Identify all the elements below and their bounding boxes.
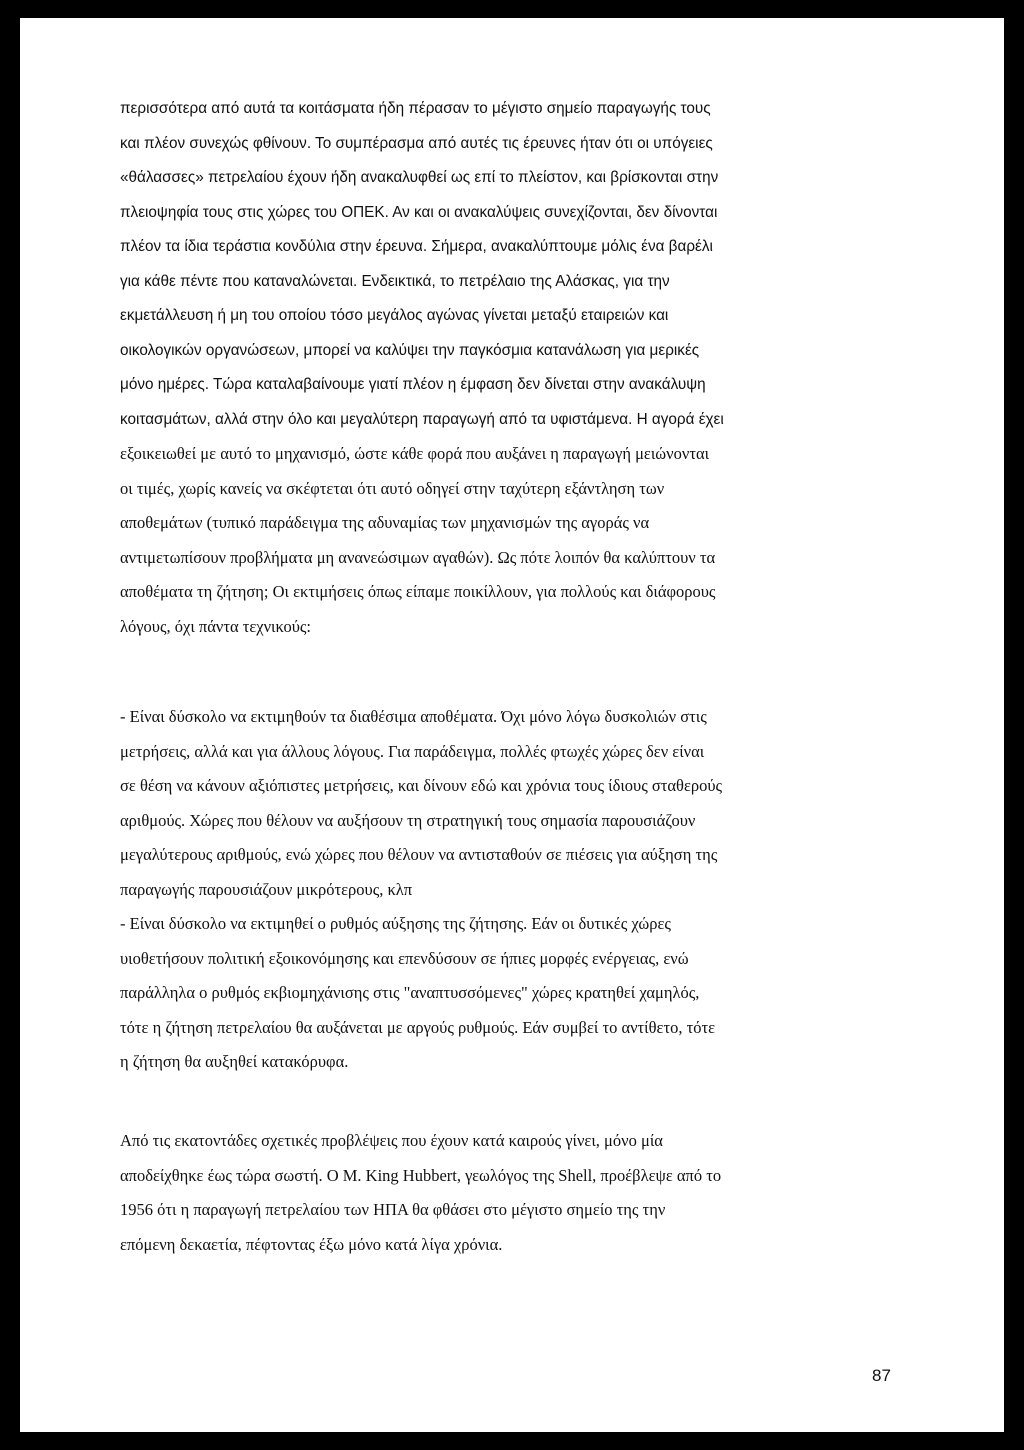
text-line: και πλέον συνεχώς φθίνουν. Το συμπέρασμα από αυτές τις έρευνες ήταν ότι οι υπόγειες [120,134,713,152]
text-line: τότε η ζήτηση πετρελαίου θα αυξάνεται με αργούς ρυθμούς. Εάν συμβεί το αντίθετο, τότε [120,1017,716,1037]
text-line: μόνο ημέρες. Τώρα καταλαβαίνουμε γιατί πλέον η έμφαση δεν δίνεται στην ανακάλυψη [120,376,706,393]
text-line: η ζήτηση θα αυξηθεί κατακόρυφα. [120,1052,349,1071]
bullet-item-demand [120,907,902,1080]
text-line: παραγωγής παρουσιάζουν μικρότερους, κλπ [120,879,413,899]
text-line: αντιμετωπίσουν προβλήματα μη ανανεώσιμων αγαθών). Ως πότε λοιπόν θα καλύπτουν τα [120,547,716,567]
text-line: μεγαλύτερους αριθμούς, ενώ χώρες που θέλουν να αντισταθούν σε πιέσεις για αύξηση της [120,845,718,864]
text-line: Από τις εκατοντάδες σχετικές προβλέψεις που έχουν κατά καιρούς γίνει, μόνο μία [120,1131,663,1150]
text-block-hubbert [120,1124,902,1262]
text-line: αριθμούς. Χώρες που θέλουν να αυξήσουν τη στρατηγική τους σημασία παρουσιάζουν [120,810,696,830]
text-line: - Είναι δύσκολο να εκτιμηθεί ο ρυθμός αύξησης της ζήτησης. Εάν οι δυτικές χώρες [120,914,671,933]
text-line: 1956 ότι η παραγωγή πετρελαίου των ΗΠΑ θα φθάσει στο μέγιστο σημείο της την [120,1200,666,1219]
text-line: σε θέση να κάνουν αξιόπιστες μετρήσεις, και δίνουν εδώ και χρόνια τους ίδιους σταθερούς [120,776,723,795]
text-line: οικολογικών οργανώσεων, μπορεί να καλύψει την παγκόσμια κατανάλωση για μερικές [120,341,700,359]
text-line: εξοικειωθεί με αυτό το μηχανισμό, ώστε κάθε φορά που αυξάνει η παραγωγή μειώνονται [120,444,710,463]
page-number: 87 [872,1366,891,1385]
text-line: κοιτασμάτων, αλλά στην όλο και μεγαλύτερη παραγωγή από τα υφιστάμενα. Η αγορά έχει [120,410,724,428]
text-line: αποδείχθηκε έως τώρα σωστή. Ο Μ. King Hubbert, γεωλόγος της Shell, προέβλεψε από το [120,1165,722,1185]
text-block-main [120,92,902,644]
text-line: υιοθετήσουν πολιτική εξοικονόμησης και επενδύσουν σε ήπιες μορφές ενέργειας, ενώ [120,948,689,968]
text-line: «θάλασσες» πετρελαίου έχουν ήδη ανακαλυφθεί ως επί το πλείστον, και βρίσκονται στην [120,169,719,186]
text-line: περισσότερα από αυτά τα κοιτάσματα ήδη πέρασαν το μέγιστο σημείο παραγωγής τους [120,100,711,117]
bullet-list [120,700,902,1080]
text-line: εκμετάλλευση ή μη του οποίου τόσο μεγάλος αγώνας γίνεται μεταξύ εταιρειών και [120,307,669,324]
text-line: οι τιμές, χωρίς κανείς να σκέφτεται ότι αυτό οδηγεί στην ταχύτερη εξάντληση των [120,478,665,498]
paragraph-reserves [120,92,902,644]
text-line: - Είναι δύσκολο να εκτιμηθούν τα διαθέσιμα αποθέματα. Όχι μόνο λόγω δυσκολιών στις [120,707,707,726]
text-line: λόγους, όχι πάντα τεχνικούς: [120,616,311,636]
bullet-item-reserves [120,700,902,907]
text-line: επόμενη δεκαετία, πέφτοντας έξω μόνο κατά λίγα χρόνια. [120,1234,503,1254]
text-line: για κάθε πέντε που καταναλώνεται. Ενδεικτικά, το πετρέλαιο της Αλάσκας, για την [120,272,670,290]
paragraph-hubbert [120,1124,902,1262]
text-line: πλέον τα ίδια τεράστια κονδύλια στην έρευνα. Σήμερα, ανακαλύπτουμε μόλις ένα βαρέλι [120,238,713,255]
text-line: μετρήσεις, αλλά και για άλλους λόγους. Για παράδειγμα, πολλές φτωχές χώρες δεν είναι [120,741,705,761]
text-line: πλειοψηφία τους στις χώρες του ΟΠΕΚ. Αν και οι ανακαλύψεις συνεχίζονται, δεν δίνονται [120,203,718,221]
text-line: αποθεμάτων (τυπικό παράδειγμα της αδυναμίας των μηχανισμών της αγοράς να [120,513,650,532]
text-line: αποθέματα τη ζήτηση; Οι εκτιμήσεις όπως είπαμε ποικίλλουν, για πολλούς και διάφορους [120,582,716,601]
text-line: παράλληλα ο ρυθμός εκβιομηχάνισης στις "αναπτυσσόμενες" χώρες κρατηθεί χαμηλός, [120,983,700,1002]
